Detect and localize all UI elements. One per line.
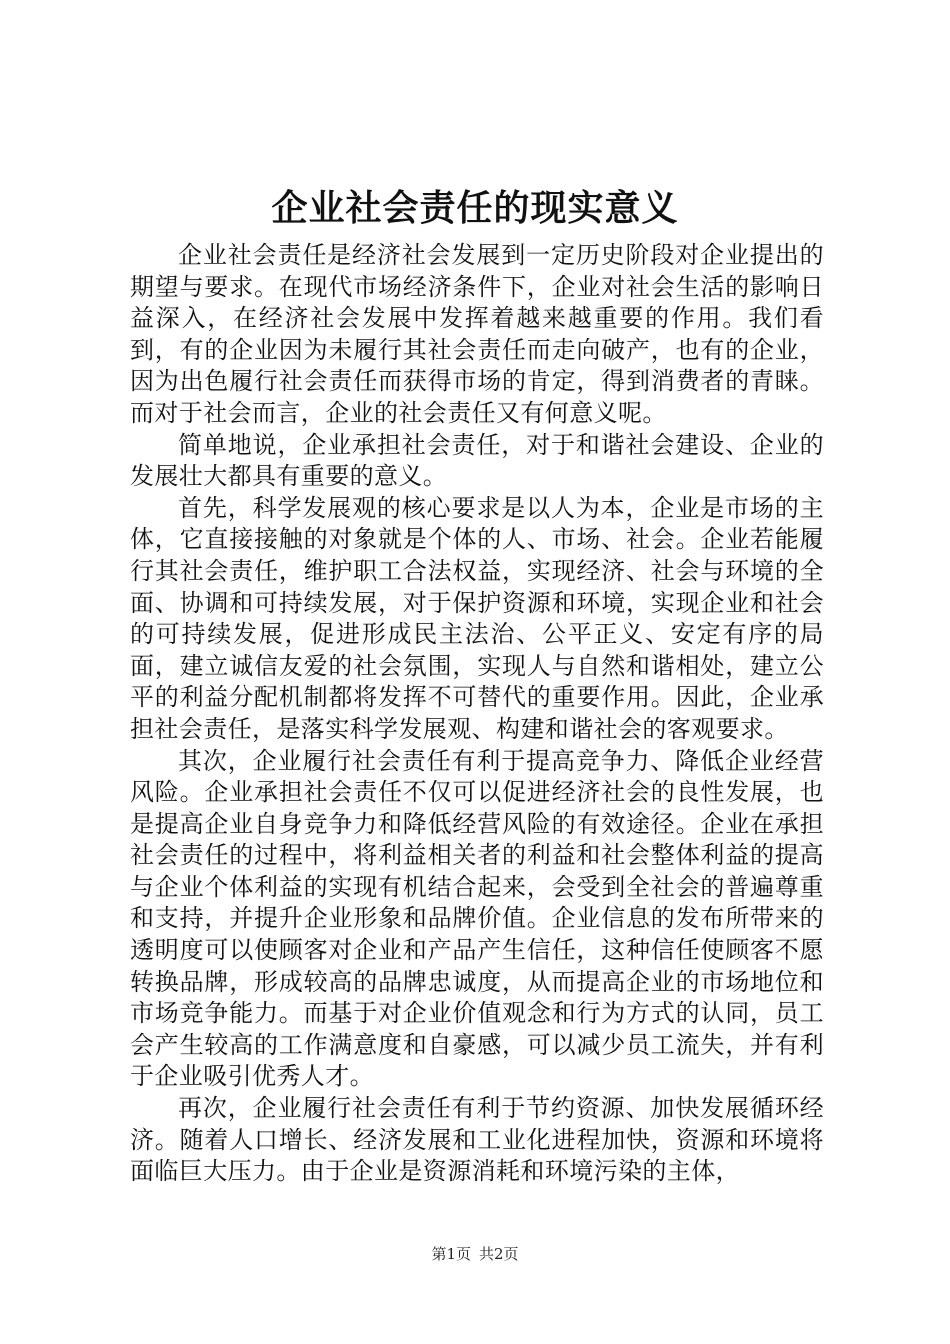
document-body — [130, 240, 824, 1188]
page-number-current: 第1页 — [431, 1245, 471, 1263]
document-title: 企业社会责任的现实意义 — [271, 187, 679, 229]
paragraph-4: 其次，企业履行社会责任有利于提高竞争力、降低企业经营风险。企业承担社会责任不仅可以促进经济社会的良性发展，也是提高企业自身竞争力和降低经营风险的有效途径。企业在承担社会责任的过程中，将利益相关者的利益和社会整体利益的提高与企业个体利益的实现有机结合起来，会受到全社会的普遍尊重和支持，并提升企业形象和品牌价值。企业信息的发布所带来的透明度可以使顾客对企业和产品产生信任，这种信任使顾客不愿转换品牌，形成较高的品牌忠诚度，从而提高企业的市场地位和市场竞争能力。而基于对企业价值观念和行为方式的认同，员工会产生较高的工作满意度和自豪感，可以减少员工流失，并有利于企业吸引优秀人才。 — [130, 746, 824, 1091]
page-footer — [0, 1244, 950, 1264]
paragraph-1: 企业社会责任是经济社会发展到一定历史阶段对企业提出的期望与要求。在现代市场经济条件下，企业对社会生活的影响日益深入，在经济社会发展中发挥着越来越重要的作用。我们看到，有的企业因为未履行其社会责任而走向破产，也有的企业，因为出色履行社会责任而获得市场的肯定，得到消费者的青睐。而对于社会而言，企业的社会责任又有何意义呢。 — [130, 241, 824, 427]
paragraph-5: 再次，企业履行社会责任有利于节约资源、加快发展循环经济。随着人口增长、经济发展和工业化进程加快，资源和环境将面临巨大压力。由于企业是资源消耗和环境污染的主体， — [130, 1094, 824, 1186]
page-number-total: 共2页 — [479, 1245, 519, 1263]
paragraph-2: 简单地说，企业承担社会责任，对于和谐社会建设、企业的发展壮大都具有重要的意义。 — [130, 430, 824, 491]
paragraph-3: 首先，科学发展观的核心要求是以人为本，企业是市场的主体，它直接接触的对象就是个体的人、市场、社会。企业若能履行其社会责任，维护职工合法权益，实现经济、社会与环境的全面、协调和可持续发展，对于保护资源和环境，实现企业和社会的可持续发展，促进形成民主法治、公平正义、安定有序的局面，建立诚信友爱的社会氛围，实现人与自然和谐相处，建立公平的利益分配机制都将发挥不可替代的重要作用。因此，企业承担社会责任，是落实科学发展观、构建和谐社会的客观要求。 — [130, 493, 824, 743]
